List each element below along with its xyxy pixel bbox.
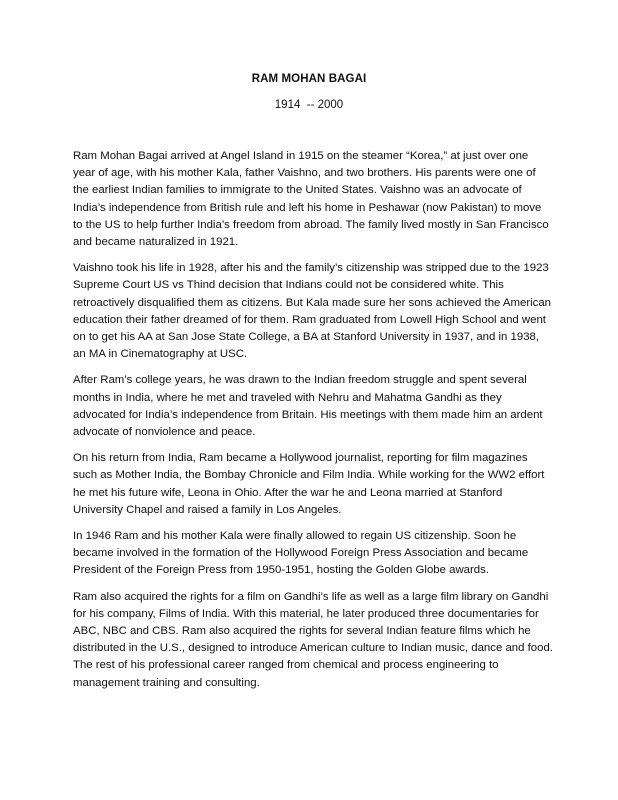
paragraph-1: Ram Mohan Bagai arrived at Angel Island in 1915 on the steamer “Korea,” at just over one year of age, with his mother Kala, father Vaishno, and two brothers. His parents were one of the earliest Indian families to immigrate to the United States. Vaishno was an advocate of India’s independence from British rule and left his home in Peshawar (now Pakistan) to move to the US to help further India’s freedom from abroad. The family lived mostly in San Francisco and became naturalized in 1921.	[73, 150, 549, 249]
paragraph-6: Ram also acquired the rights for a film on Gandhi’s life as well as a large film library on Gandhi for his company, Films of India. With this material, he later produced three documentaries for ABC, NBC and CBS. Ram also acquired the rights for several Indian feature films which he distributed in the U.S., designed to introduce American culture to Indian music, dance and food. The rest of his professional career ranged from chemical and process engineering to management training and consulting.	[73, 590, 553, 689]
paragraph-2: Vaishno took his life in 1928, after his and the family’s citizenship was stripped due to the 1923 Supreme Court US vs Thind decision that Indians could not be considered white. This retroactively disqualified them as citizens. But Kala made sure her sons achieved the American education their father dreamed of for them. Ram graduated from Lowell High School and went on to get his AA at San Jose State College, a BA at Stanford University in 1937, and in 1938, an MA in Cinematography at USC.	[73, 262, 552, 361]
life-years: 1914 -- 2000	[274, 99, 344, 111]
document-title: RAM MOHAN BAGAI	[251, 73, 367, 85]
biography-body	[73, 148, 553, 701]
paragraph-3: After Ram’s college years, he was drawn to the Indian freedom struggle and spent several months in India, where he met and traveled with Nehru and Mahatma Gandhi as they advocated for India’s independence from Britain. His meetings with them made him an ardent advocate of nonviolence and peace.	[73, 374, 543, 439]
paragraph-4: On his return from India, Ram became a Hollywood journalist, reporting for film magazines such as Mother India, the Bombay Chronicle and Film India. While working for the WW2 effort he met his future wife, Leona in Ohio. After the war he and Leona married at Stanford University Chapel and raised a family in Los Angeles.	[73, 452, 545, 516]
paragraph-5: In 1946 Ram and his mother Kala were finally allowed to regain US citizenship. Soon he became involved in the formation of the Hollywood Foreign Press Association and became President of the Foreign Press from 1950-1951, hosting the Golden Globe awards.	[73, 530, 529, 577]
